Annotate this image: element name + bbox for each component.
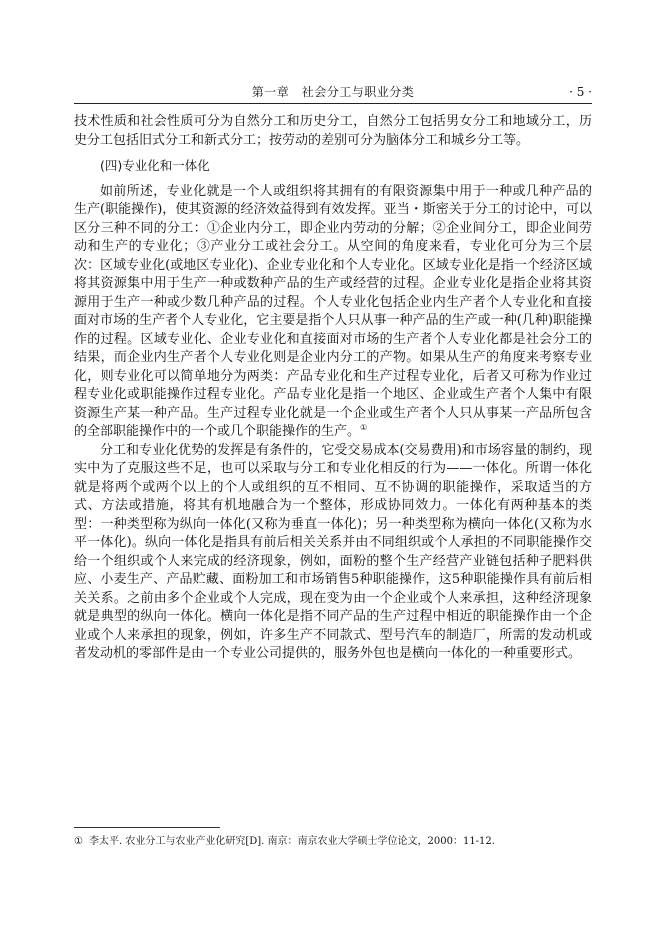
footnote-rule <box>74 827 220 828</box>
paragraph-specialization-text: 如前所述，专业化就是一个人或组织将其拥有的有限资源集中用于一种或几种产品的生产(职能操作)，使其资源的经济效益得到有效发挥。亚当・斯密关于分工的讨论中，可以区分三种不同的分工：①企业内分工，即企业内劳动的分解；②企业间分工，即企业间劳动和生产的专业化；③产业分工或社会分工。从空间的角度来看，专业化可分为三个层次：区域专业化(或地区专业化)、企业专业化和个人专业化。区域专业化是指一个经济区域将其资源集中用于生产一种或数种产品的生产或经营的过程。企业专业化是指企业将其资源用于生产一种或少数几种产品的过程。个人专业化包括企业内生产者个人专业化和直接面对市场的生产者个人专业化，它主要是指个人只从事一种产品的生产或一种(几种)职能操作的过程。区域专业化、企业专业化和直接面对市场的生产者个人专业化都是社会分工的结果，而企业内生产者个人专业化则是企业内分工的产物。如果从生产的角度来考察专业化，则专业化可以简单地分为两类：产品专业化和生产过程专业化，后者又可称为作业过程专业化或职能操作过程专业化。产品专业化是指一个地区、企业或生产者个人集中有限资源生产某一种产品。生产过程专业化就是一个企业或生产者个人只从事某一产品所包含的全部职能操作中的一个或几个职能操作的生产。 <box>74 183 592 439</box>
footnote-text: 李太平. 农业分工与农业产业化研究[D]. 南京：南京农业大学硕士学位论文，2000：11-12. <box>88 836 495 847</box>
paragraph-integration: 分工和专业化优势的发挥是有条件的，它受交易成本(交易费用)和市场容量的制约，现实中为了克服这些不足，也可以采取与分工和专业化相反的行为——一体化。所谓一体化就是将两个或两个以上的个人或组织的互不相同、互不协调的职能操作，采取适当的方式、方法或措施，将其有机地融合为一个整体，形成协同效力。一体化有两种基本的类型：一种类型称为纵向一体化(又称为垂直一体化)；另一种类型称为横向一体化(又称为水平一体化)。纵向一体化是指具有前后相关关系并由不同组织或个人承担的不同职能操作交给一个组织或个人来完成的经济现象，例如，面粉的整个生产经营产业链包括种子肥料供应、小麦生产、产品贮藏、面粉加工和市场销售5种职能操作，这5种职能操作具有前后相关关系。之前由多个企业或个人完成，现在变为由一个企业或个人来承担，这种经济现象就是典型的纵向一体化。横向一体化是指不同产品的生产过程中相近的职能操作由一个企业或个人来承担的现象，例如，许多生产不同款式、型号汽车的制造厂，所需的发动机或者发动机的零部件是由一个专业公司提供的，服务外包也是横向一体化的一种重要形式。 <box>74 442 592 661</box>
header-rule <box>74 103 592 104</box>
paragraph-continued: 技术性质和社会性质可分为自然分工和历史分工，自然分工包括男女分工和地域分工，历史分工包括旧式分工和新式分工；按劳动的差别可分为脑体分工和城乡分工等。 <box>74 114 592 148</box>
section-heading: (四)专业化和一体化 <box>100 158 210 173</box>
page-number: · 5 · <box>569 85 592 99</box>
chapter-title: 第一章 社会分工与职业分类 <box>251 85 415 99</box>
body-text <box>74 113 592 664</box>
running-header <box>74 82 592 102</box>
footnote <box>74 835 592 849</box>
paragraph-specialization <box>74 183 592 442</box>
footnote-marker[interactable]: ① <box>360 423 368 432</box>
footnote-number: ① <box>74 836 83 847</box>
